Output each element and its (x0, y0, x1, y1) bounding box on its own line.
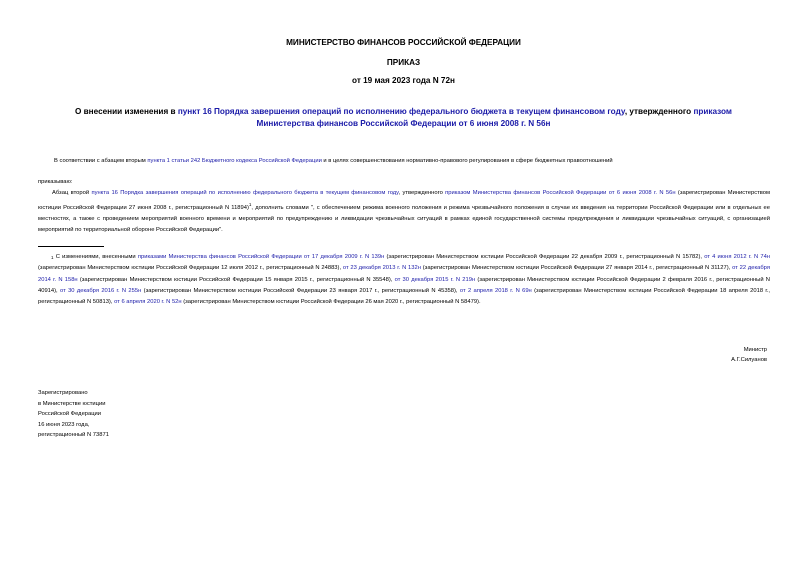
footnote-text: (зарегистрирован Министерством юстиции Российской Федерации 18 апреля 2018 г., регистрационный N 50813), (38, 287, 771, 306)
main-link-procedure[interactable]: пункта 16 Порядка завершения операций по исполнению федерального бюджета в текущем финансовом году (91, 190, 399, 196)
registration-line: Российской Федерации (38, 411, 102, 417)
main-link-order[interactable]: приказом Министерства финансов Российской Федерации от 6 июня 2008 г. N 56н (445, 190, 676, 196)
registration-date: 16 июня 2023 года, (38, 421, 90, 428)
main-text: , дополнить словами ", с обеспечением режима военного положения и режима чрезвычайного положения в случае их введения на территории Российской Федерации или в отдельных ее местностях, а также с проведением мероприятий военного времени и мероприятий по предупреждению и ликвидации чрезвычайных ситуаций в рамках единой государственной системы предупреждения и ликвидации чрезвычайных ситуаций, с организацией мероприятий по территориальной обороне Российской Федерации". (38, 204, 770, 233)
footnote-mark: 1 (51, 255, 54, 260)
title-text: , утвержденного (624, 107, 694, 116)
footnote-link-2012[interactable]: от 4 июня 2012 г. N 74н (704, 254, 770, 260)
footnote-text: (зарегистрирован Министерством юстиции Российской Федерации 27 января 2014 г., регистрационный N 31127), (420, 265, 733, 272)
footnote (38, 252, 770, 308)
title-link-procedure[interactable]: пункт 16 Порядка завершения операций по исполнению федерального бюджета в текущем финансовом году (177, 107, 625, 116)
preamble (54, 157, 613, 165)
footnote-link-orders[interactable]: приказами Министерства финансов Российской Федерации от 17 декабря 2009 г. N 139н (137, 254, 385, 260)
title-text: О внесении изменения в (75, 107, 178, 116)
footnote-link-2016[interactable]: от 30 декабря 2016 г. N 255н (60, 287, 142, 294)
main-text: (зарегистрирован Министерством юстиции Российской Федерации 27 июня 2008 г., регистрационный N 11894) (38, 190, 770, 211)
footnote-text: (зарегистрирован Министерством юстиции Российской Федерации 23 января 2017 г., регистрационный N 45358), (141, 287, 460, 294)
registration-number: регистрационный N 73871 (38, 432, 109, 438)
registration-line: Зарегистрировано (38, 390, 88, 396)
signatory-position: Министр (743, 347, 767, 353)
orders-label: приказываю: (38, 179, 73, 185)
footnote-text: (зарегистрирован Министерством юстиции Российской Федерации 12 июля 2012 г., регистрационный N 24883), (38, 265, 343, 272)
footnote-link-2015[interactable]: от 30 декабря 2015 г. N 219н (394, 276, 476, 283)
signatory-name: А.Г.Силуанов (731, 357, 767, 363)
preamble-text: и в целях совершенствования нормативно-правового регулирования в сфере бюджетных правоотношений (321, 158, 613, 164)
footnote-link-2020[interactable]: от 6 апреля 2020 г. N 52н (114, 299, 182, 306)
footnote-text: С изменениями, внесенными (55, 254, 138, 260)
footnote-link-2013[interactable]: от 23 декабря 2013 г. N 132н (342, 265, 421, 272)
main-paragraph (38, 188, 770, 236)
main-text: , утвержденного (398, 190, 446, 196)
footnote-text: (зарегистрирован Министерством юстиции Российской Федерации 15 января 2015 г., регистрационный N 35548), (77, 276, 395, 283)
footnote-text: (зарегистрирован Министерством юстиции Российской Федерации 2 февраля 2016 г., регистрационный N 40914), (38, 276, 770, 294)
footnote-divider (38, 246, 104, 247)
registration-line: в Министерстве юстиции (38, 400, 106, 407)
title-link-order[interactable]: приказом Министерства финансов Российской Федерации от 6 июня 2008 г. N 56н (256, 107, 732, 128)
preamble-text: В соответствии с абзацем вторым (54, 158, 148, 164)
doc-date-heading: от 19 мая 2023 года N 72н (352, 76, 455, 85)
main-text: Абзац второй (52, 190, 92, 196)
footnote-text: (зарегистрирован Министерством юстиции Российской Федерации 22 декабря 2009 г., регистрационный N 15782), (384, 254, 705, 260)
footnote-ref[interactable]: 1 (248, 202, 252, 207)
registration-block (38, 388, 109, 441)
signature-block (731, 345, 767, 365)
document-title (52, 106, 755, 130)
ministry-heading: МИНИСТЕРСТВО ФИНАНСОВ РОССИЙСКОЙ ФЕДЕРАЦИИ (286, 38, 521, 47)
doc-type-heading: ПРИКАЗ (386, 58, 421, 67)
preamble-link-budget-code[interactable]: пункта 1 статьи 242 Бюджетного кодекса Российской Федерации (147, 158, 322, 164)
footnote-link-2018[interactable]: от 2 апреля 2018 г. N 69н (459, 287, 532, 294)
footnote-text: (зарегистрирован Министерством юстиции Российской Федерации 26 мая 2020 г., регистрационный N 58479). (181, 299, 481, 306)
footnote-link-2014[interactable]: от 22 декабря 2014 г. N 158н (38, 265, 770, 283)
